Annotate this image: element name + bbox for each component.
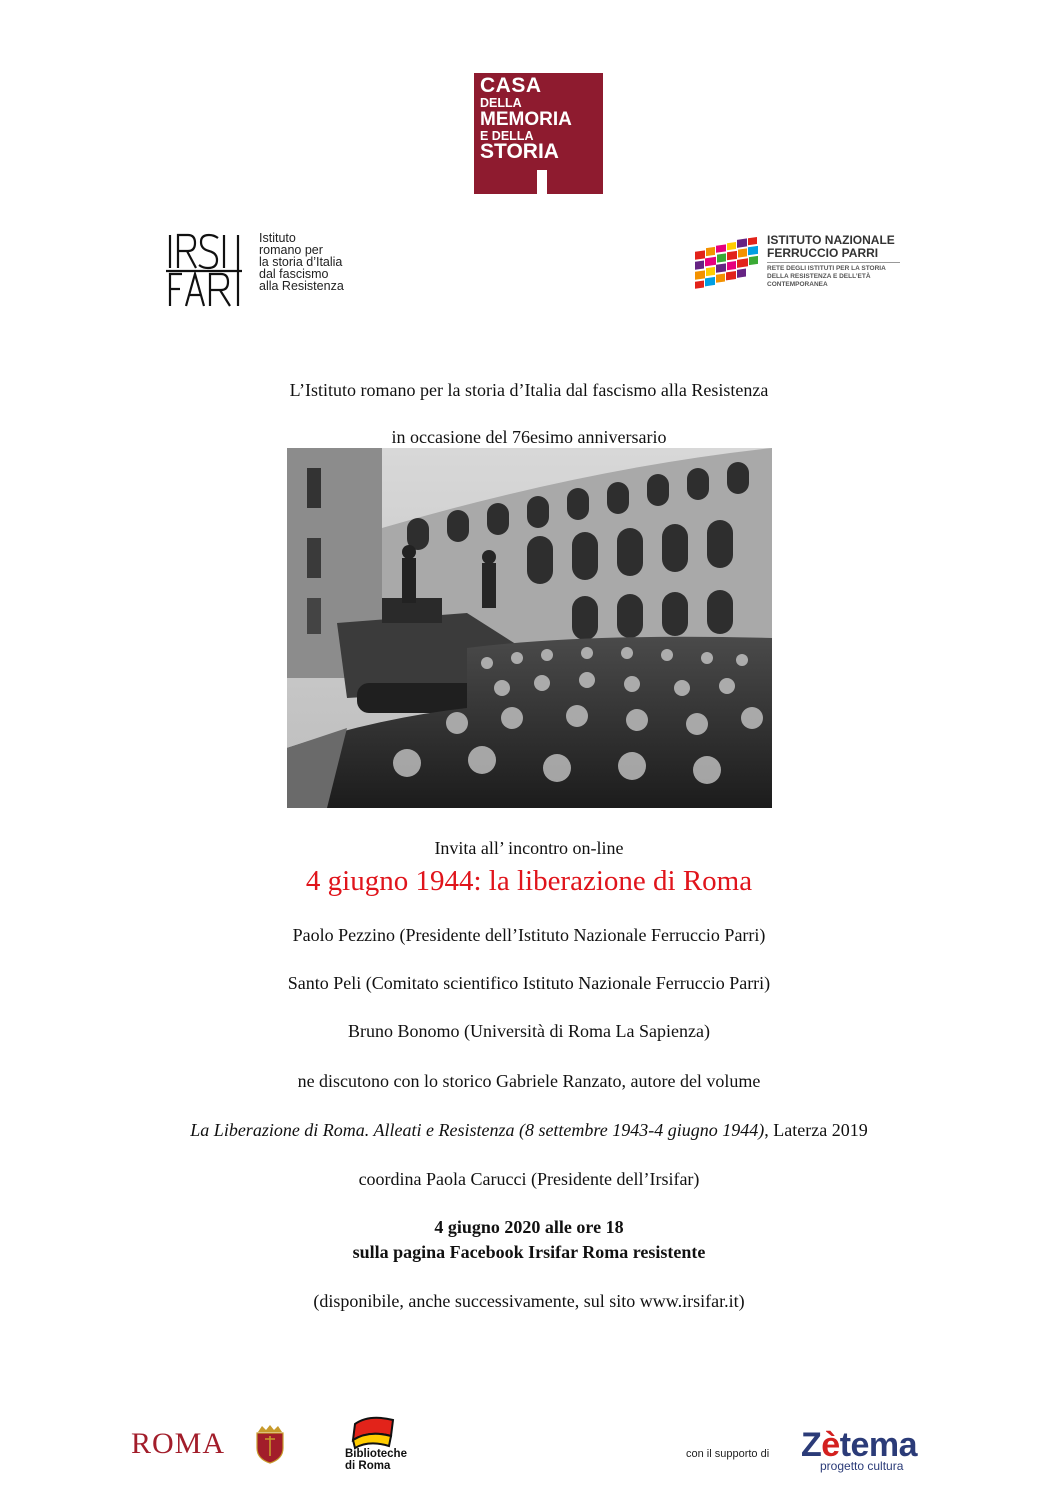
zetema-logo bbox=[801, 1428, 917, 1462]
invite-text: Invita all’ incontro on-line bbox=[434, 838, 624, 858]
casa-memoria-logo bbox=[474, 73, 603, 194]
parri-sub-line: RETE DEGLI ISTITUTI PER LA STORIA bbox=[767, 265, 886, 272]
parri-logo-subtitle bbox=[767, 265, 886, 289]
occasion-text: in occasione del 76esimo anniversario bbox=[391, 427, 667, 447]
event-date-time: 4 giugno 2020 alle ore 18 bbox=[434, 1217, 624, 1237]
event-title: 4 giugno 1944: la liberazione di Roma bbox=[305, 865, 753, 897]
parri-title-line: FERRUCCIO PARRI bbox=[767, 246, 879, 260]
parri-title-line: ISTITUTO NAZIONALE bbox=[767, 233, 895, 247]
biblioteche-logo-text bbox=[345, 1448, 407, 1472]
book-reference bbox=[0, 1119, 1058, 1141]
irsifar-text-line: Istituto bbox=[259, 231, 296, 245]
casa-logo-line: DELLA bbox=[480, 96, 522, 110]
parri-sub-line: CONTEMPORANEA bbox=[767, 281, 828, 288]
irsifar-text-line: romano per bbox=[259, 243, 323, 257]
irsifar-logo-icon bbox=[166, 232, 246, 308]
zetema-e: è bbox=[821, 1426, 840, 1464]
availability-text: (disponibile, anche successivamente, sul sito www.irsifar.it) bbox=[313, 1291, 745, 1311]
book-title: La Liberazione di Roma. Alleati e Resistenza (8 settembre 1943-4 giugno 1944) bbox=[190, 1120, 765, 1140]
roma-logo-text: ROMA bbox=[131, 1427, 226, 1460]
zetema-z: Z bbox=[801, 1426, 822, 1464]
speaker-line: Santo Peli (Comitato scientifico Istituto Nazionale Ferruccio Parri) bbox=[287, 973, 771, 993]
roma-shield-icon bbox=[254, 1424, 286, 1464]
biblioteche-line: di Roma bbox=[345, 1460, 391, 1472]
zetema-subtitle: progetto cultura bbox=[820, 1459, 904, 1473]
event-platform: sulla pagina Facebook Irsifar Roma resistente bbox=[352, 1242, 706, 1262]
casa-logo-line: CASA bbox=[480, 74, 542, 97]
speaker-line: Paolo Pezzino (Presidente dell’Istituto Nazionale Ferruccio Parri) bbox=[292, 925, 766, 945]
biblioteche-line: Biblioteche bbox=[345, 1448, 407, 1460]
irsifar-text-line: la storia d’Italia bbox=[259, 255, 343, 269]
casa-logo-line: STORIA bbox=[480, 140, 559, 163]
irsifar-text-line: dal fascismo bbox=[259, 267, 329, 281]
casa-logo-line: MEMORIA bbox=[480, 109, 572, 130]
parri-logo-divider bbox=[767, 262, 900, 263]
speaker-line: Bruno Bonomo (Università di Roma La Sapienza) bbox=[348, 1021, 710, 1041]
intro-text: L’Istituto romano per la storia d’Italia dal fascismo alla Resistenza bbox=[289, 380, 769, 400]
parri-logo-title bbox=[767, 234, 895, 260]
irsifar-logo-text bbox=[259, 232, 344, 292]
irsifar-text-line: alla Resistenza bbox=[259, 279, 344, 293]
parri-logo-icon bbox=[693, 236, 763, 292]
casa-logo-line: E DELLA bbox=[480, 129, 534, 143]
coordinator-text: coordina Paola Carucci (Presidente dell’Irsifar) bbox=[358, 1169, 700, 1189]
book-publisher: , Laterza 2019 bbox=[764, 1120, 868, 1140]
casa-logo-notch bbox=[537, 170, 547, 194]
biblioteche-book-icon bbox=[349, 1414, 399, 1450]
liberation-photo bbox=[287, 448, 772, 808]
parri-sub-line: DELLA RESISTENZA E DELL’ETÀ bbox=[767, 273, 871, 280]
zetema-rest: tema bbox=[839, 1426, 918, 1464]
discussion-text: ne discutono con lo storico Gabriele Ranzato, autore del volume bbox=[297, 1071, 761, 1091]
support-text: con il supporto di bbox=[686, 1448, 770, 1460]
